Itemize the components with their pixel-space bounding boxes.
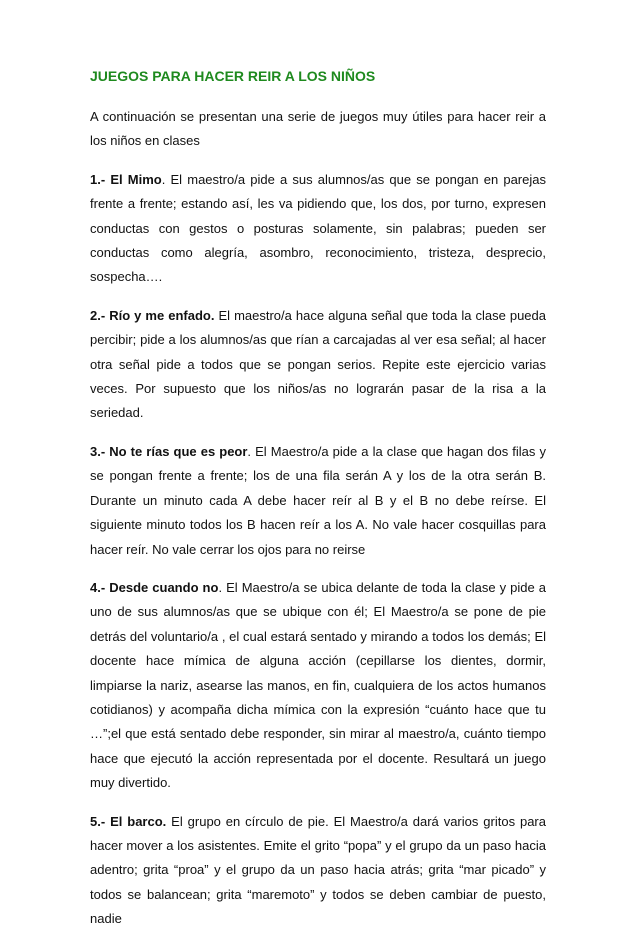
game-paragraph-3 bbox=[90, 440, 546, 562]
game-heading-2: 2.- Río y me enfado. bbox=[90, 307, 215, 323]
game-paragraph-2 bbox=[90, 304, 546, 426]
game-paragraph-4 bbox=[90, 576, 546, 796]
game-heading-5: 5.- El barco. bbox=[90, 813, 167, 829]
game-heading-4: 4.- Desde cuando no bbox=[90, 579, 219, 595]
game-body-2: El maestro/a hace alguna señal que toda la clase pueda percibir; pide a los alumnos/as que rían a carcajadas al ver esa señal; al hacer otra señal pide a todos que se pongan serios. Repite este ejercicio varias veces. Por supuesto que los niños/as no lograrán pasar de la risa a la seriedad. bbox=[90, 307, 546, 421]
game-paragraph-1 bbox=[90, 168, 546, 290]
document-title: JUEGOS PARA HACER REIR A LOS NIÑOS bbox=[90, 68, 376, 84]
game-body-3: . El Maestro/a pide a la clase que hagan dos filas y se pongan frente a frente; los de una fila serán A y los de la otra serán B. Durante un minuto cada A debe hacer reír al B y el B no debe reírse. El siguiente minuto todos los B hacen reír a los A. No vale hacer cosquillas para hacer reír. No vale cerrar los ojos para no reirse bbox=[90, 443, 546, 557]
game-body-5: El grupo en círculo de pie. El Maestro/a dará varios gritos para hacer mover a los asistentes. Emite el grito “popa” y el grupo da un paso hacia adentro; grita “proa” y el grupo da un paso hacia atrás; grita “mar picado” y todos se balancean; grita “maremoto” y todos se deben cambiar de puesto, nadie bbox=[90, 813, 546, 927]
game-body-4: . El Maestro/a se ubica delante de toda la clase y pide a uno de sus alumnos/as que se ubique con él; El Maestro/a se pone de pie detrás del voluntario/a , el cual estará sentado y mirando a todos los demás; El docente hace mímica de alguna acción (cepillarse los dientes, dormir, limpiarse la nariz, asearse las manos, en fin, cualquiera de los actos humanos cotidianos) y acompaña dicha mímica con la expresión “cuánto hace que tu …”;el que está sentado debe responder, sin mirar al maestro/a, cuánto tiempo hace que ejecutó la acción representada por el docente. Resultará un juego muy divertido. bbox=[90, 579, 546, 791]
document-page bbox=[90, 66, 546, 946]
game-paragraph-5 bbox=[90, 810, 546, 932]
game-body-1: . El maestro/a pide a sus alumnos/as que se pongan en parejas frente a frente; estando así, les va pidiendo que, los dos, por turno, expresen conductas con gestos o posturas solamente, sin palabras; pueden ser conductas como alegría, asombro, reconocimiento, tristeza, desprecio, sospecha…. bbox=[90, 171, 546, 285]
intro-paragraph: A continuación se presentan una serie de juegos muy útiles para hacer reir a los niños en clases bbox=[90, 109, 546, 149]
game-heading-3: 3.- No te rías que es peor bbox=[90, 443, 248, 459]
game-heading-1: 1.- El Mimo bbox=[90, 171, 162, 187]
